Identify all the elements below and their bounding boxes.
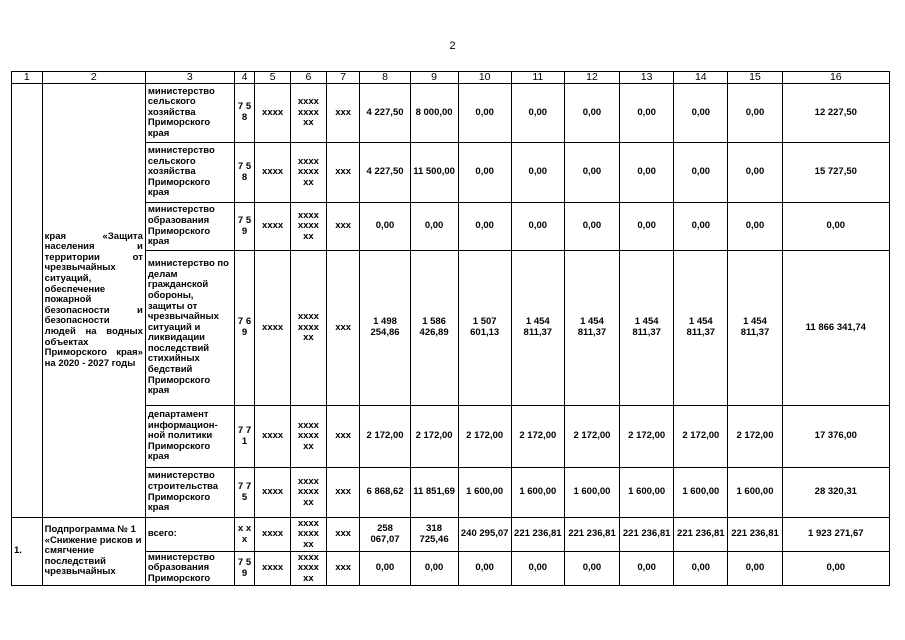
col-header: 12 — [564, 72, 619, 84]
executor-cell: всего: — [145, 518, 234, 552]
col-header: 11 — [511, 72, 564, 84]
col-header: 16 — [782, 72, 889, 84]
grbs-cell: х х х — [234, 518, 254, 552]
value-cell: 0,00 — [360, 203, 410, 251]
value-cell: 0,00 — [458, 143, 511, 203]
value-cell: 0,00 — [564, 84, 619, 143]
value-cell: 1 600,00 — [564, 468, 619, 518]
value-cell: 8 000,00 — [410, 84, 458, 143]
value-cell: 2 172,00 — [458, 406, 511, 468]
rz-cell: хххх — [255, 84, 291, 143]
value-cell: 1 454 811,37 — [728, 251, 782, 406]
col-header: 9 — [410, 72, 458, 84]
value-cell: 0,00 — [410, 203, 458, 251]
value-cell: 1 454 811,37 — [620, 251, 674, 406]
value-cell: 221 236,81 — [620, 518, 674, 552]
value-cell: 0,00 — [564, 552, 619, 586]
csr-cell: хххх хххх хх — [291, 552, 327, 586]
value-cell: 0,00 — [458, 84, 511, 143]
value-cell: 2 172,00 — [728, 406, 782, 468]
rz-cell: хххх — [255, 552, 291, 586]
vr-cell: ххх — [326, 251, 360, 406]
value-cell: 2 172,00 — [360, 406, 410, 468]
csr-cell: хххх хххх хх — [291, 203, 327, 251]
value-cell: 2 172,00 — [674, 406, 728, 468]
grbs-cell: 7 5 9 — [234, 203, 254, 251]
value-cell: 0,00 — [458, 203, 511, 251]
rz-cell: хххх — [255, 143, 291, 203]
value-cell: 318 725,46 — [410, 518, 458, 552]
value-cell: 1 454 811,37 — [511, 251, 564, 406]
rz-cell: хххх — [255, 203, 291, 251]
grbs-cell: 7 5 8 — [234, 143, 254, 203]
executor-cell: министерство сельского хозяйства Приморского края — [145, 84, 234, 143]
row-number-cell — [12, 84, 43, 518]
value-cell: 221 236,81 — [511, 518, 564, 552]
value-cell: 0,00 — [620, 84, 674, 143]
total-cell: 11 866 341,74 — [782, 251, 889, 406]
csr-cell: хххх хххх хх — [291, 84, 327, 143]
value-cell: 2 172,00 — [620, 406, 674, 468]
vr-cell: ххх — [326, 143, 360, 203]
col-header: 8 — [360, 72, 410, 84]
value-cell: 6 868,62 — [360, 468, 410, 518]
value-cell: 1 600,00 — [511, 468, 564, 518]
value-cell: 11 851,69 — [410, 468, 458, 518]
value-cell: 0,00 — [564, 203, 619, 251]
value-cell: 1 600,00 — [674, 468, 728, 518]
value-cell: 4 227,50 — [360, 84, 410, 143]
value-cell: 1 600,00 — [620, 468, 674, 518]
value-cell: 221 236,81 — [674, 518, 728, 552]
value-cell: 2 172,00 — [564, 406, 619, 468]
value-cell: 0,00 — [728, 552, 782, 586]
value-cell: 2 172,00 — [511, 406, 564, 468]
total-cell: 15 727,50 — [782, 143, 889, 203]
value-cell: 221 236,81 — [564, 518, 619, 552]
total-cell: 28 320,31 — [782, 468, 889, 518]
col-header: 13 — [620, 72, 674, 84]
executor-cell: министерство строительства Приморского края — [145, 468, 234, 518]
value-cell: 2 172,00 — [410, 406, 458, 468]
value-cell: 0,00 — [674, 203, 728, 251]
grbs-cell: 7 7 5 — [234, 468, 254, 518]
value-cell: 1 454 811,37 — [564, 251, 619, 406]
value-cell: 221 236,81 — [728, 518, 782, 552]
rz-cell: хххх — [255, 251, 291, 406]
value-cell: 1 498 254,86 — [360, 251, 410, 406]
value-cell: 0,00 — [511, 84, 564, 143]
value-cell: 0,00 — [458, 552, 511, 586]
value-cell: 0,00 — [674, 84, 728, 143]
col-header: 3 — [145, 72, 234, 84]
col-header: 14 — [674, 72, 728, 84]
vr-cell: ххх — [326, 84, 360, 143]
grbs-cell: 7 7 1 — [234, 406, 254, 468]
col-header: 7 — [326, 72, 360, 84]
value-cell: 1 600,00 — [458, 468, 511, 518]
executor-cell: департамент информацион- ной политики Приморского края — [145, 406, 234, 468]
csr-cell: хххх хххх хх — [291, 468, 327, 518]
csr-cell: хххх хххх хх — [291, 143, 327, 203]
rz-cell: хххх — [255, 518, 291, 552]
value-cell: 0,00 — [620, 143, 674, 203]
vr-cell: ххх — [326, 406, 360, 468]
value-cell: 11 500,00 — [410, 143, 458, 203]
subprogram-name-cell: Подпрограмма № 1 «Снижение рисков и смягчение последствий чрезвычайных — [42, 518, 145, 586]
header-row — [12, 72, 890, 84]
total-cell: 0,00 — [782, 552, 889, 586]
col-header: 1 — [12, 72, 43, 84]
subprogram-row — [12, 518, 890, 552]
csr-cell: хххх хххх хх — [291, 251, 327, 406]
grbs-cell: 7 5 8 — [234, 84, 254, 143]
value-cell: 0,00 — [564, 143, 619, 203]
budget-table — [11, 71, 890, 586]
total-cell: 0,00 — [782, 203, 889, 251]
value-cell: 0,00 — [360, 552, 410, 586]
value-cell: 1 586 426,89 — [410, 251, 458, 406]
col-header: 5 — [255, 72, 291, 84]
col-header: 4 — [234, 72, 254, 84]
vr-cell: ххх — [326, 518, 360, 552]
vr-cell: ххх — [326, 203, 360, 251]
rz-cell: хххх — [255, 406, 291, 468]
value-cell: 0,00 — [674, 552, 728, 586]
value-cell: 0,00 — [620, 552, 674, 586]
value-cell: 1 507 601,13 — [458, 251, 511, 406]
executor-cell: министерство образования Приморского края — [145, 203, 234, 251]
executor-cell: министерство сельского хозяйства Приморского края — [145, 143, 234, 203]
grbs-cell: 7 5 9 — [234, 552, 254, 586]
value-cell: 0,00 — [728, 84, 782, 143]
value-cell: 0,00 — [674, 143, 728, 203]
col-header: 10 — [458, 72, 511, 84]
total-cell: 12 227,50 — [782, 84, 889, 143]
value-cell: 0,00 — [728, 143, 782, 203]
grbs-cell: 7 6 9 — [234, 251, 254, 406]
vr-cell: ххх — [326, 552, 360, 586]
value-cell: 0,00 — [511, 203, 564, 251]
value-cell: 0,00 — [620, 203, 674, 251]
value-cell: 1 454 811,37 — [674, 251, 728, 406]
value-cell: 240 295,07 — [458, 518, 511, 552]
table-row — [12, 84, 890, 143]
subprogram-number-cell: 1. — [12, 518, 43, 586]
executor-cell: министерство по делам гражданской обороны, защиты от чрезвычайных ситуаций и ликвидации последствий стихийных бедствий Приморского края — [145, 251, 234, 406]
vr-cell: ххх — [326, 468, 360, 518]
value-cell: 0,00 — [511, 143, 564, 203]
col-header: 2 — [42, 72, 145, 84]
program-name-cell: края «Защита населения и территории от чрезвычайных ситуаций, обеспечение пожарной безопасности и безопасности людей на водных объектах Приморского края» на 2020 - 2027 годы — [42, 84, 145, 518]
value-cell: 0,00 — [728, 203, 782, 251]
total-cell: 17 376,00 — [782, 406, 889, 468]
value-cell: 258 067,07 — [360, 518, 410, 552]
col-header: 6 — [291, 72, 327, 84]
value-cell: 4 227,50 — [360, 143, 410, 203]
value-cell: 0,00 — [410, 552, 458, 586]
page-number: 2 — [449, 40, 456, 52]
executor-cell: министерство образования Приморского — [145, 552, 234, 586]
csr-cell: хххх хххх хх — [291, 406, 327, 468]
value-cell: 0,00 — [511, 552, 564, 586]
total-cell: 1 923 271,67 — [782, 518, 889, 552]
col-header: 15 — [728, 72, 782, 84]
value-cell: 1 600,00 — [728, 468, 782, 518]
csr-cell: хххх хххх хх — [291, 518, 327, 552]
rz-cell: хххх — [255, 468, 291, 518]
